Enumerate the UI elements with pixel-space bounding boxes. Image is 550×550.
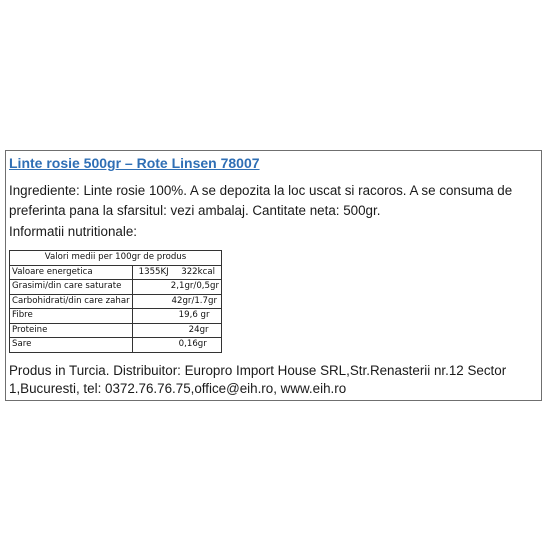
product-title: Linte rosie 500gr – Rote Linsen 78007 [9,155,260,171]
nutrient-name: Sare [10,338,133,353]
nutrient-value-cell [132,265,221,280]
table-row [10,323,222,338]
table-row [10,294,222,309]
nutrient-value-cell [132,280,221,295]
nutrient-name: Proteine [10,323,133,338]
nutrient-value-cell [132,338,221,353]
nutrition-heading: Informatii nutritionale: [9,224,138,239]
table-row [10,338,222,353]
nutrient-value: 42gr/1.7gr [171,295,217,306]
nutrient-value: 2,1gr/0,5gr [170,281,219,291]
nutrient-value-cell [132,294,221,309]
nutrient-value-cell [132,309,221,324]
producer-distributor-text: Produs in Turcia. Distribuitor: Europro Import House SRL,Str.Renasterii nr.12 Sector 1,Bucuresti, tel: 0372.76.76.75,office@eih.ro, www.eih.ro [9,363,507,396]
nutrient-name: Valoare energetica [10,265,133,280]
nutrient-value-cell [132,323,221,338]
table-row [10,265,222,280]
table-row [10,280,222,295]
nutrient-value-secondary: 322kcal [181,266,215,277]
nutrition-table [9,250,222,353]
nutrient-value: 0,16gr [178,339,207,349]
nutrient-value: 19,6 gr [178,310,210,320]
nutrient-name: Fibre [10,309,133,324]
nutrient-value: 24gr [188,324,209,335]
table-row [10,309,222,324]
nutrition-table-header: Valori medii per 100gr de produs [10,251,222,266]
nutrient-value: 1355KJ [138,266,169,277]
product-label-card [5,150,542,401]
ingredients-text: Ingrediente: Linte rosie 100%. A se depozita la loc uscat si racoros. A se consuma de preferinta pana la sfarsitul: vezi ambalaj. Cantitate neta: 500gr. [9,183,513,218]
nutrient-name: Carbohidrati/din care zahar [10,294,133,309]
nutrient-name: Grasimi/din care saturate [10,280,133,295]
nutrition-table-header-row [10,251,222,266]
